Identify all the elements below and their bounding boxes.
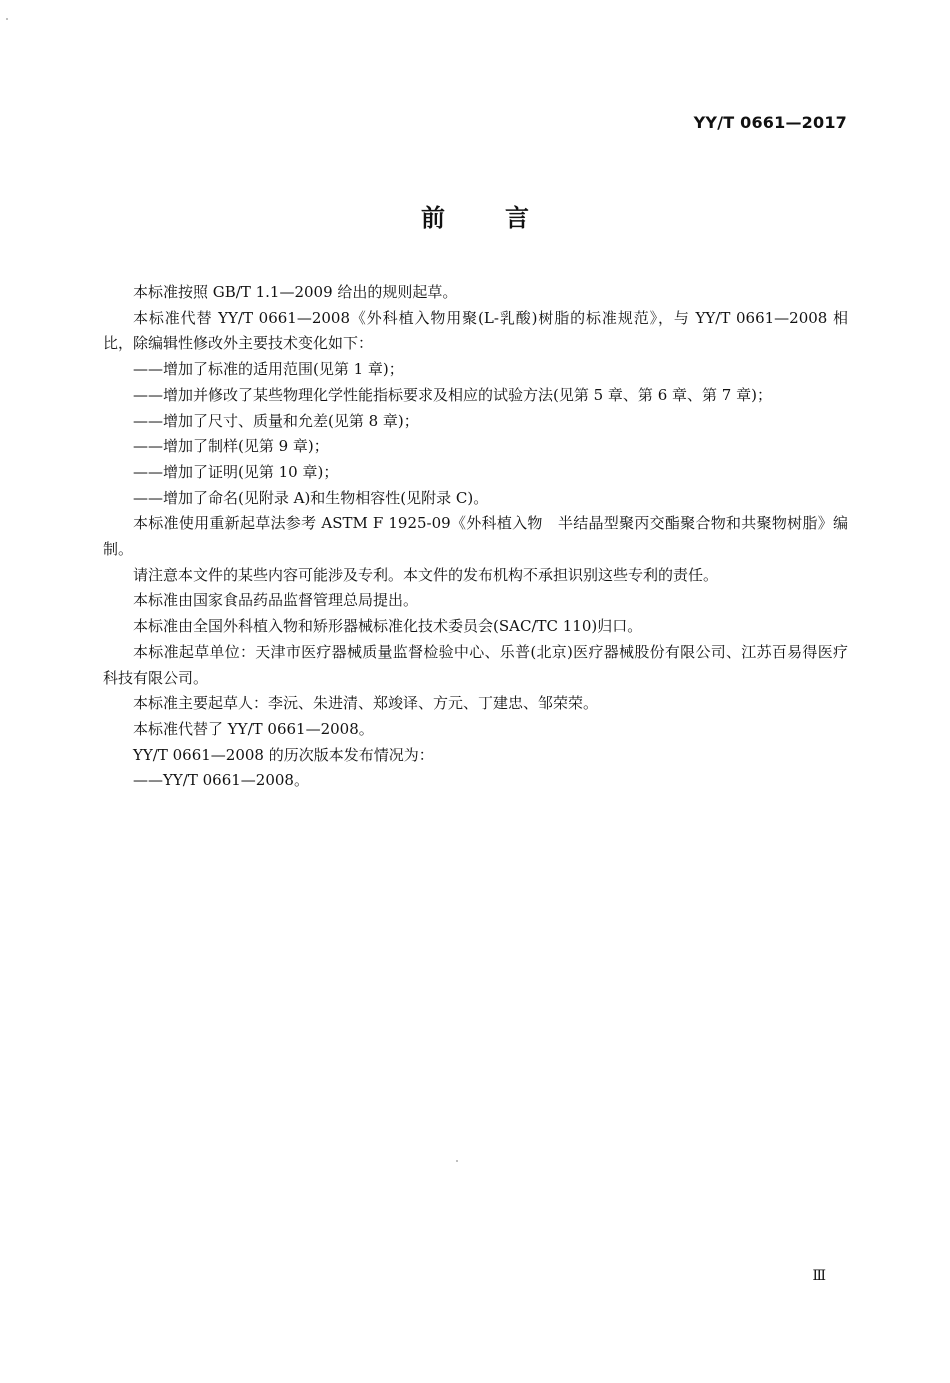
foreword-body [103,280,848,794]
change-item: ——增加了命名(见附录 A)和生物相容性(见附录 C)。 [133,488,489,507]
paragraph: 本标准由全国外科植入物和矫形器械标准化技术委员会(SAC/TC 110)归口。 [133,617,643,636]
paragraph: 本标准起草单位：天津市医疗器械质量监督检验中心、乐普(北京)医疗器械股份有限公司、江苏百易得医疗科技有限公司。 [103,642,848,687]
change-item: ——增加了证明(见第 10 章)； [133,462,339,481]
standard-code: YY/T 0661—2017 [693,113,847,132]
paragraph: 本标准代替 YY/T 0661—2008《外科植入物用聚(L-乳酸)树脂的标准规范》，与 YY/T 0661—2008 相比，除编辑性修改外主要技术变化如下： [103,308,848,353]
paragraph: YY/T 0661—2008 的历次版本发布情况为： [133,745,434,764]
page-title: 前言 [421,204,589,232]
change-item: ——增加了制样(见第 9 章)； [133,437,329,456]
change-item: ——增加了尺寸、质量和允差(见第 8 章)； [133,411,419,430]
paragraph: 本标准按照 GB/T 1.1—2009 给出的规则起草。 [133,283,458,301]
paragraph: 本标准由国家食品药品监督管理总局提出。 [133,591,419,610]
paragraph: 请注意本文件的某些内容可能涉及专利。本文件的发布机构不承担识别这些专利的责任。 [133,565,719,584]
paragraph: 本标准使用重新起草法参考 ASTM F 1925-09《外科植入物 半结晶型聚丙交酯聚合物和共聚物树脂》编制。 [103,514,848,559]
scan-speck [456,1160,458,1162]
scan-speck [6,18,8,20]
change-item: ——增加并修改了某些物理化学性能指标要求及相应的试验方法(见第 5 章、第 6 章、第 7 章)； [133,385,772,404]
change-item: ——增加了标准的适用范围(见第 1 章)； [133,360,404,379]
paragraph: 本标准主要起草人：李沅、朱进清、郑竣译、方元、丁建忠、邹荣荣。 [133,694,599,713]
history-item: ——YY/T 0661—2008。 [133,771,309,790]
paragraph: 本标准代替了 YY/T 0661—2008。 [133,719,374,738]
page-number: Ⅲ [812,1268,826,1284]
